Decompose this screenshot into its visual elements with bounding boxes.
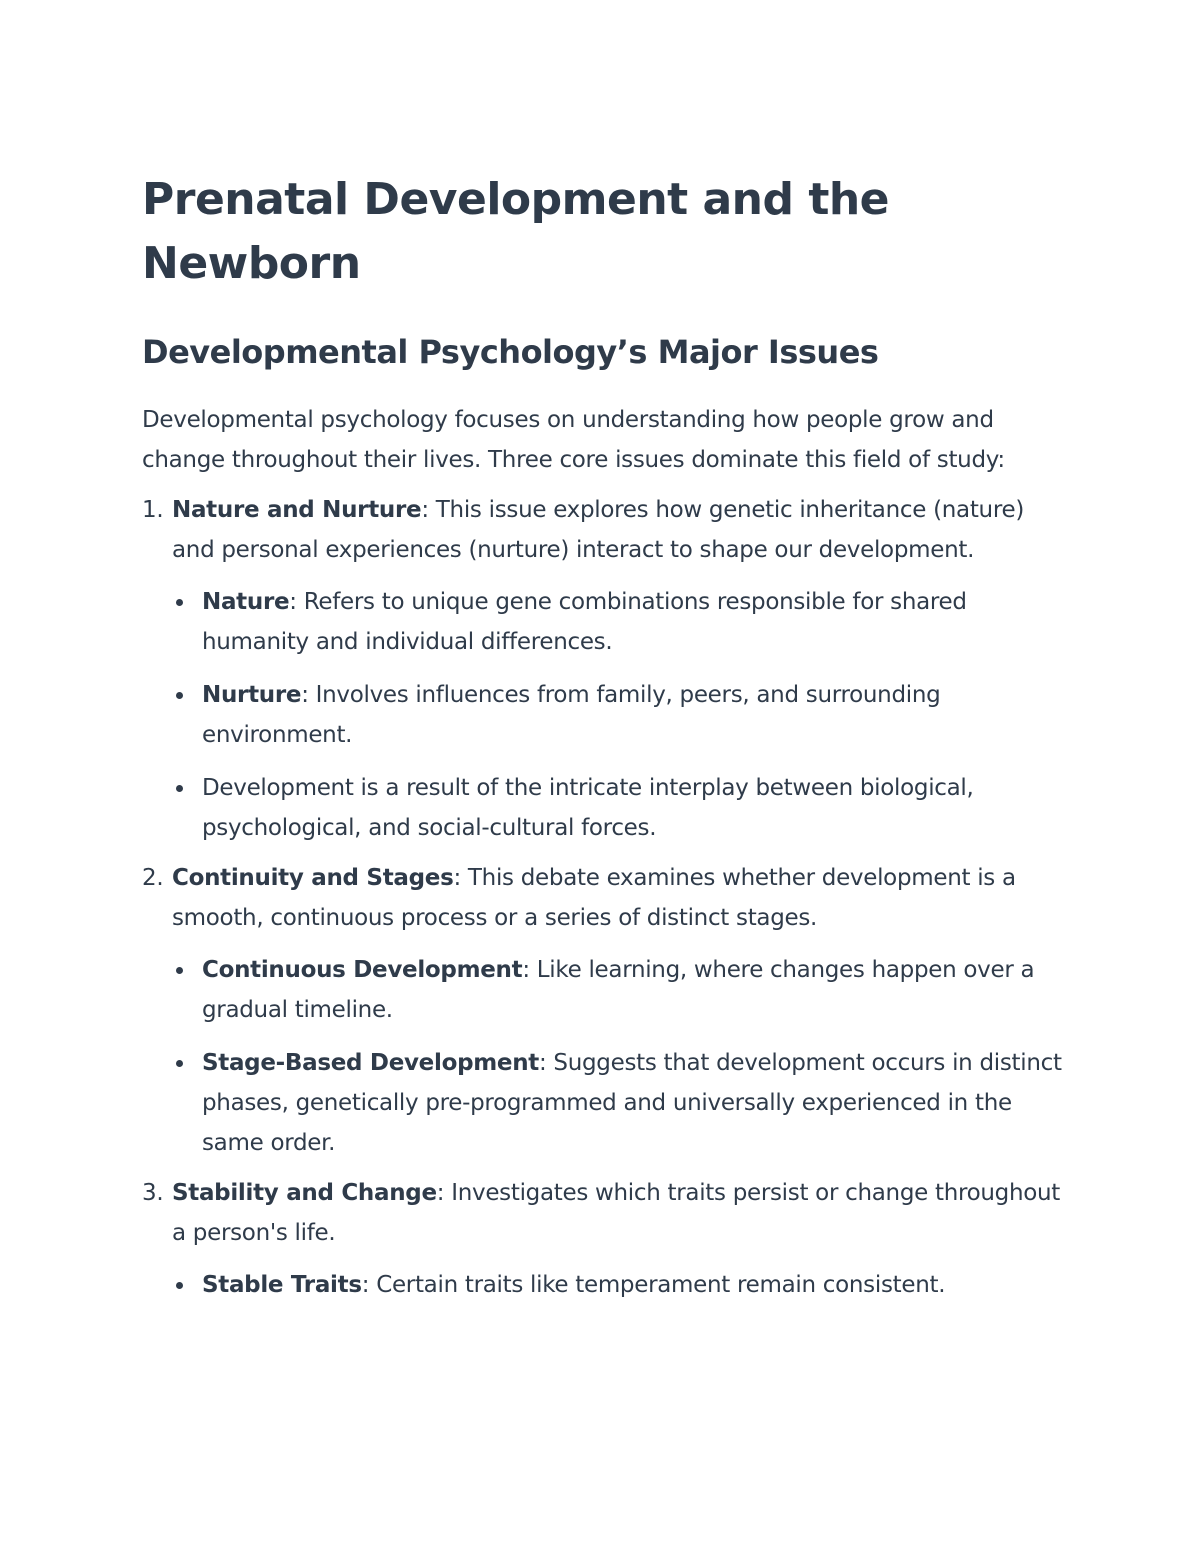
point-text: : Involves influences from family, peers, and surrounding environment. <box>202 682 941 748</box>
issue-points <box>172 950 1062 1163</box>
point-term: Stable Traits <box>202 1272 362 1298</box>
point-text: : Suggests that development occurs in distinct phases, genetically pre-programmed and universally experienced in the same order. <box>202 1050 1062 1156</box>
issue-number: 1. <box>142 497 164 523</box>
issue-number: 2. <box>142 865 164 891</box>
page-title: Prenatal Development and the Newborn <box>142 174 890 289</box>
point-text: : Certain traits like temperament remain consistent. <box>361 1272 946 1298</box>
bullet-icon <box>176 967 183 974</box>
issue-text: : This issue explores how genetic inheritance (nature) and personal experiences (nurture) interact to shape our development. <box>172 497 1024 563</box>
issue-text: : This debate examines whether development is a smooth, continuous process or a series of distinct stages. <box>172 865 1016 931</box>
issues-list <box>142 490 1062 1305</box>
intro-paragraph: Developmental psychology focuses on understanding how people grow and change throughout their lives. Three core issues dominate this field of study: <box>142 407 1005 473</box>
point-term: Continuous Development <box>202 957 523 983</box>
point-text: : Like learning, where changes happen over a gradual timeline. <box>202 957 1035 1023</box>
issue-item <box>142 1173 1062 1305</box>
bullet-point <box>172 1043 1062 1163</box>
issue-term: Continuity and Stages <box>172 865 454 891</box>
bullet-icon <box>176 785 183 792</box>
bullet-point <box>172 675 1062 755</box>
issue-points <box>172 582 1062 848</box>
document-page <box>142 168 1062 1315</box>
point-text: : Refers to unique gene combinations responsible for shared humanity and individual differences. <box>202 589 967 655</box>
section-heading: Developmental Psychology’s Major Issues <box>142 333 879 371</box>
point-term: Stage-Based Development <box>202 1050 539 1076</box>
point-term: Nurture <box>202 682 302 708</box>
bullet-point <box>172 1265 1062 1305</box>
issue-number: 3. <box>142 1180 164 1206</box>
bullet-point <box>172 582 1062 662</box>
point-text: Development is a result of the intricate interplay between biological, psychological, and social-cultural forces. <box>202 775 974 841</box>
bullet-icon <box>176 1060 183 1067</box>
issue-term: Stability and Change <box>172 1180 437 1206</box>
issue-points <box>172 1265 1062 1305</box>
issue-text: : Investigates which traits persist or change throughout a person's life. <box>172 1180 1061 1246</box>
point-term: Nature <box>202 589 290 615</box>
bullet-point <box>172 768 1062 848</box>
bullet-icon <box>176 1282 183 1289</box>
bullet-point <box>172 950 1062 1030</box>
issue-item <box>142 858 1062 1163</box>
bullet-icon <box>176 599 183 606</box>
issue-term: Nature and Nurture <box>172 497 422 523</box>
issue-item <box>142 490 1062 848</box>
bullet-icon <box>176 692 183 699</box>
